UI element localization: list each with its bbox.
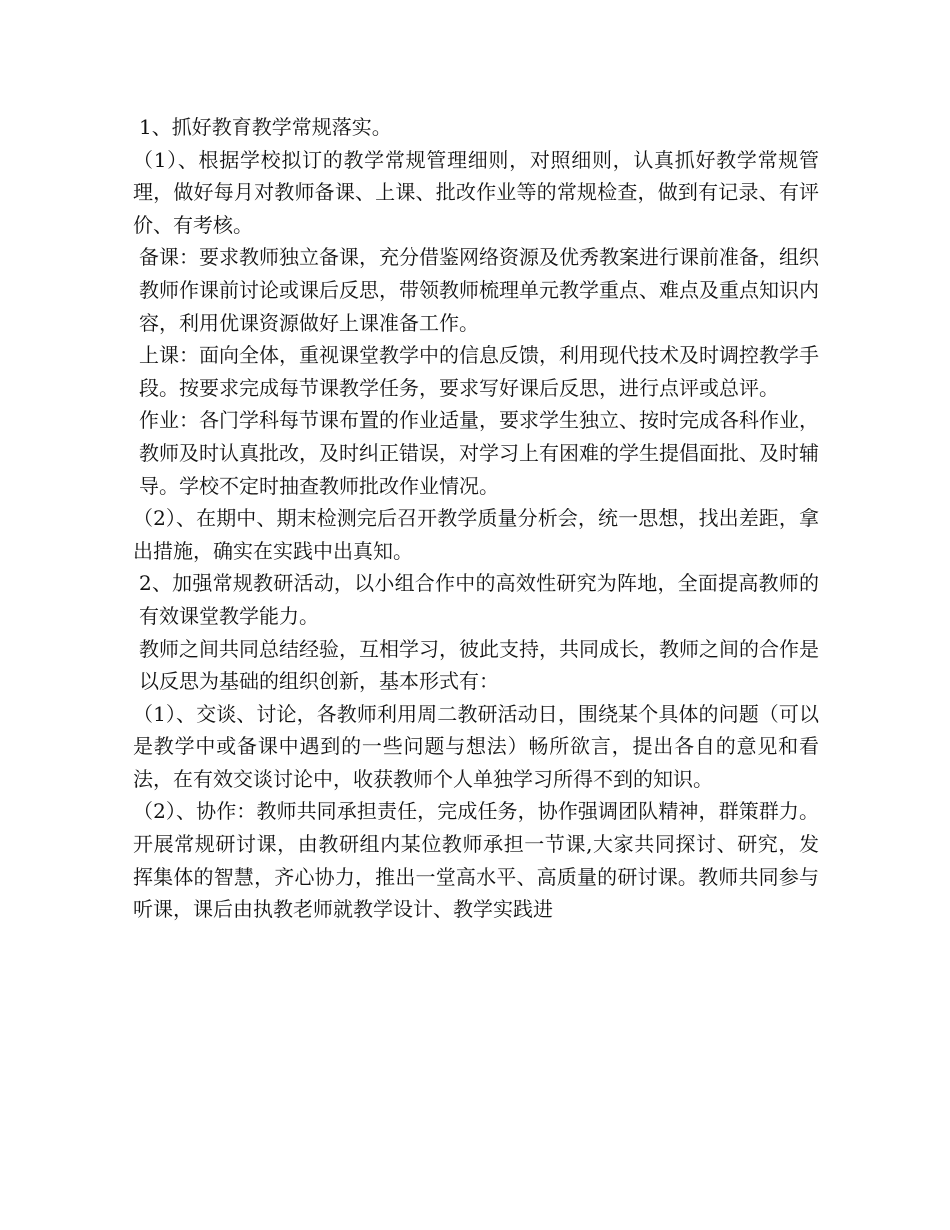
paragraph-item-1-2: （2）、在期中、期末检测完后召开教学质量分析会，统一思想，找出差距，拿出措施，确实在实践中出真知。 (133, 506, 819, 563)
paragraph-homework: 作业：各门学科每节课布置的作业适量，要求学生独立、按时完成各科作业，教师及时认真批改，及时纠正错误，对学习上有困难的学生提倡面批、及时辅导。学校不定时抽查教师批改作业情况。 (139, 408, 819, 498)
document-body (133, 111, 819, 926)
paragraph-item-2-2: （2）、协作：教师共同承担责任，完成任务，协作强调团队精神，群策群力。开展常规研讨课，由教研组内某位教师承担一节课,大家共同探讨、研究，发挥集体的智慧，齐心协力，推出一堂高水平、高质量的研讨课。教师共同参与听课，课后由执教老师就教学设计、教学实践进 (133, 799, 819, 922)
paragraph-cooperation: 教师之间共同总结经验，互相学习，彼此支持，共同成长，教师之间的合作是以反思为基础的组织创新，基本形式有： (139, 636, 819, 694)
paragraph-item-2-1: （1）、交谈、讨论，各教师利用周二教研活动日，围绕某个具体的问题（可以是教学中或备课中遇到的一些问题与想法）畅所欲言，提出各自的意见和看法，在有效交谈讨论中，收获教师个人单独学习所得不到的知识。 (133, 701, 819, 791)
paragraph-teaching: 上课：面向全体，重视课堂教学中的信息反馈，利用现代技术及时调控教学手段。按要求完成每节课教学任务，要求写好课后反思，进行点评或总评。 (139, 343, 819, 400)
paragraph-lesson-prep: 备课：要求教师独立备课，充分借鉴网络资源及优秀教案进行课前准备，组织教师作课前讨论或课后反思，带领教师梳理单元教学重点、难点及重点知识内容，利用优课资源做好上课准备工作。 (139, 245, 819, 335)
section-heading-1: 1、抓好教育教学常规落实。 (139, 115, 392, 139)
section-heading-2: 2、加强常规教研活动，以小组合作中的高效性研究为阵地，全面提高教师的有效课堂教学能力。 (139, 571, 819, 628)
paragraph-item-1-1: （1）、根据学校拟订的教学常规管理细则，对照细则，认真抓好教学常规管理，做好每月对教师备课、上课、批改作业等的常规检查，做到有记录、有评价、有考核。 (133, 147, 819, 237)
